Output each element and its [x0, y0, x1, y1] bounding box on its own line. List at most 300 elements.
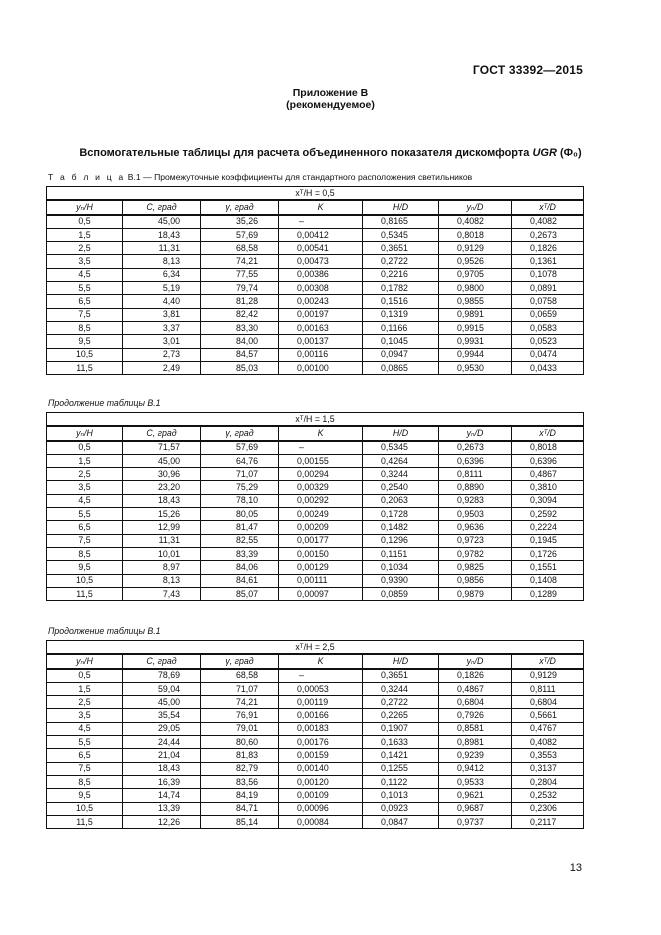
table-cell: 0,9879: [439, 587, 512, 600]
table-cell: 84,00: [201, 335, 279, 348]
table-cell: 0,1516: [363, 295, 439, 308]
table-cell: 77,55: [201, 268, 279, 281]
table-cell: 82,55: [201, 534, 279, 547]
table-cell: 0,1296: [363, 534, 439, 547]
column-header: [439, 200, 512, 214]
appendix-heading: [0, 87, 661, 111]
column-header: [279, 654, 363, 668]
table-cell: 0,0923: [363, 802, 439, 815]
table-cell: 0,00249: [279, 508, 363, 521]
table-row: [47, 775, 584, 788]
table-cell: 0,00329: [279, 481, 363, 494]
table-cell: 83,39: [201, 547, 279, 560]
table-cell: 0,7926: [439, 709, 512, 722]
table-cell: 7,5: [47, 308, 123, 321]
table-cell: 0,0865: [363, 361, 439, 374]
table-cell: 2,5: [47, 468, 123, 481]
table-cell: 0,9530: [439, 361, 512, 374]
table-cell: 0,0891: [512, 282, 584, 295]
table-cell: 0,9687: [439, 802, 512, 815]
table-cell: 57,69: [201, 228, 279, 241]
table-cell: 0,8018: [512, 441, 584, 455]
table-header-row: [47, 200, 584, 214]
table-cell: 0,9737: [439, 815, 512, 828]
table-cell: 0,1045: [363, 335, 439, 348]
table-cell: 68,58: [201, 669, 279, 683]
table-caption-prefix: Т а б л и ц а: [48, 172, 126, 182]
table-row: [47, 441, 584, 455]
column-header: [201, 200, 279, 214]
table-cell: 0,00129: [279, 561, 363, 574]
column-header: [439, 654, 512, 668]
table-cell: 0,1907: [363, 722, 439, 735]
appendix-subtitle: (рекомендуемое): [286, 99, 375, 111]
table-cell: 7,43: [123, 587, 201, 600]
table-cell: 12,99: [123, 521, 201, 534]
table-cell: 79,01: [201, 722, 279, 735]
table-cell: 2,5: [47, 696, 123, 709]
table-cell: 0,00150: [279, 547, 363, 560]
table-cell: 13,39: [123, 802, 201, 815]
table-cell: 0,00473: [279, 255, 363, 268]
table-cell: 0,8111: [439, 468, 512, 481]
table-cell: 0,3651: [363, 669, 439, 683]
table-row: [47, 749, 584, 762]
table-cell: 0,2592: [512, 508, 584, 521]
table-row: [47, 722, 584, 735]
table-cell: 3,81: [123, 308, 201, 321]
table-cell: 84,71: [201, 802, 279, 815]
table-cell: 0,2265: [363, 709, 439, 722]
table-cell: 84,19: [201, 789, 279, 802]
column-header: [512, 426, 584, 440]
table-cell: 14,74: [123, 789, 201, 802]
table-cell: 0,9931: [439, 335, 512, 348]
table-cell: 81,28: [201, 295, 279, 308]
table-cell: 0,9825: [439, 561, 512, 574]
table-row: [47, 508, 584, 521]
table-cell: 78,10: [201, 494, 279, 507]
table-cell: 71,07: [201, 468, 279, 481]
table-band-row: [47, 413, 584, 427]
table-row: [47, 561, 584, 574]
document-code: ГОСТ 33392—2015: [472, 63, 583, 77]
table-cell: 0,2722: [363, 696, 439, 709]
table-cell: 0,00120: [279, 775, 363, 788]
table-cell: 0,1013: [363, 789, 439, 802]
table-cell: 0,1078: [512, 268, 584, 281]
table-cell: 68,58: [201, 242, 279, 255]
table-cell: 0,3094: [512, 494, 584, 507]
table-cell: 4,40: [123, 295, 201, 308]
table-cell: 80,60: [201, 736, 279, 749]
table-cell: 0,2224: [512, 521, 584, 534]
table-cell: 59,04: [123, 682, 201, 695]
table-cell: 0,9855: [439, 295, 512, 308]
table-cell: 0,1726: [512, 547, 584, 560]
column-header: [363, 200, 439, 214]
table-cell: 0,6396: [439, 454, 512, 467]
table-cell: 0,00084: [279, 815, 363, 828]
table-cell: 74,21: [201, 255, 279, 268]
table-cell: 0,00209: [279, 521, 363, 534]
table-row: [47, 762, 584, 775]
table-cell: 0,4767: [512, 722, 584, 735]
table-cell: 0,9705: [439, 268, 512, 281]
coefficients-table-3: [46, 640, 584, 829]
column-header-label: xᵀ/D: [539, 201, 556, 212]
table-cell: 11,31: [123, 242, 201, 255]
table-cell: 0,2804: [512, 775, 584, 788]
table-cell: 0,00159: [279, 749, 363, 762]
table-cell: 0,5345: [363, 228, 439, 241]
table-cell: 21,04: [123, 749, 201, 762]
table-cell: 0,00176: [279, 736, 363, 749]
table-cell: 74,21: [201, 696, 279, 709]
table-cell: 9,5: [47, 561, 123, 574]
column-header: [123, 654, 201, 668]
table-cell: 1,5: [47, 228, 123, 241]
section-title-phi: (Ф₀): [559, 147, 582, 159]
table-row: [47, 228, 584, 241]
table-cell: 0,0758: [512, 295, 584, 308]
table-cell: 29,05: [123, 722, 201, 735]
table-cell: 0,1945: [512, 534, 584, 547]
table-cell: 0,00166: [279, 709, 363, 722]
table-cell: 0,00177: [279, 534, 363, 547]
table-cell: 18,43: [123, 762, 201, 775]
column-header-label: xᵀ/D: [539, 427, 556, 438]
table-band-label: xᵀ/H = 0,5: [47, 187, 584, 201]
table-cell: 79,74: [201, 282, 279, 295]
table-cell: 80,05: [201, 508, 279, 521]
table-cell: 10,5: [47, 348, 123, 361]
table-cell: 0,2540: [363, 481, 439, 494]
column-header-label: xᵀ/D: [539, 655, 556, 666]
table-cell: 0,1166: [363, 321, 439, 334]
table-row: [47, 361, 584, 374]
table-cell: 81,47: [201, 521, 279, 534]
table-cell: 0,9526: [439, 255, 512, 268]
table-caption-number: В.1: [127, 172, 141, 182]
table-cell: 6,5: [47, 295, 123, 308]
column-header: [47, 654, 123, 668]
table-row: [47, 521, 584, 534]
table-cell: 0,00137: [279, 335, 363, 348]
table-cell: 0,9129: [439, 242, 512, 255]
table-cell: 3,5: [47, 255, 123, 268]
table-cell: 11,5: [47, 587, 123, 600]
table-cell: 0,00116: [279, 348, 363, 361]
table-cell: 0,9856: [439, 574, 512, 587]
table-cell: 0,0659: [512, 308, 584, 321]
column-header-label: yₙ/H: [76, 655, 93, 666]
table-row: [47, 295, 584, 308]
table-cell: 0,00155: [279, 454, 363, 467]
table-cell: 0,8581: [439, 722, 512, 735]
table-cell: 15,26: [123, 508, 201, 521]
table-cell: 0,6396: [512, 454, 584, 467]
column-header-label: H/D: [392, 201, 409, 212]
table-cell: 23,20: [123, 481, 201, 494]
column-header: [363, 426, 439, 440]
table-cell: 0,2673: [512, 228, 584, 241]
table-cell: 45,00: [123, 454, 201, 467]
column-header-label: C, град: [146, 201, 177, 212]
table-cell: 2,49: [123, 361, 201, 374]
table-cell: 2,5: [47, 242, 123, 255]
table-row: [47, 789, 584, 802]
table-cell: 0,00294: [279, 468, 363, 481]
table-cell: 16,39: [123, 775, 201, 788]
table-cell: 0,00109: [279, 789, 363, 802]
table-cell: 2,73: [123, 348, 201, 361]
table-row: [47, 282, 584, 295]
table-cell: 0,1633: [363, 736, 439, 749]
table-band-row: [47, 641, 584, 655]
table-row: [47, 587, 584, 600]
table-row: [47, 669, 584, 683]
table-cell: 0,9533: [439, 775, 512, 788]
column-header-label: yₙ/D: [466, 655, 484, 666]
table-cell: 0,1122: [363, 775, 439, 788]
table-cell: 0,8165: [363, 215, 439, 229]
table-cell: 0,2063: [363, 494, 439, 507]
section-title-text: Вспомогательные таблицы для расчета объединенного показателя дискомфорта: [79, 147, 530, 159]
table-row: [47, 682, 584, 695]
table-cell: 1,5: [47, 682, 123, 695]
table-cell: 11,5: [47, 815, 123, 828]
table-cell: 0,3137: [512, 762, 584, 775]
column-header-label: γ, град: [225, 201, 254, 212]
table-row: [47, 255, 584, 268]
table-cell: 9,5: [47, 789, 123, 802]
column-header-label: C, град: [146, 655, 177, 666]
table-cell: 3,01: [123, 335, 201, 348]
table-row: [47, 321, 584, 334]
table-cell: 0,4082: [512, 215, 584, 229]
table-cell: 0,9239: [439, 749, 512, 762]
table-cell: 83,56: [201, 775, 279, 788]
column-header-label: K: [317, 201, 324, 212]
table-cell: 0,1421: [363, 749, 439, 762]
table-cell: 0,00183: [279, 722, 363, 735]
table-cell: 11,5: [47, 361, 123, 374]
table-cell: 76,91: [201, 709, 279, 722]
table-cell: 0,4082: [439, 215, 512, 229]
coefficients-table-1: [46, 186, 584, 375]
table-cell: 5,19: [123, 282, 201, 295]
table-cell: –: [279, 215, 363, 229]
table-cell: 8,5: [47, 775, 123, 788]
table-cell: 0,1551: [512, 561, 584, 574]
table-cell: 0,1319: [363, 308, 439, 321]
table-cell: 0,0523: [512, 335, 584, 348]
table-cell: 81,83: [201, 749, 279, 762]
table-row: [47, 242, 584, 255]
column-header: [47, 200, 123, 214]
table-cell: 9,5: [47, 335, 123, 348]
table-cell: 0,9390: [363, 574, 439, 587]
table-cell: 10,01: [123, 547, 201, 560]
table-cell: 0,1151: [363, 547, 439, 560]
table-cell: 0,00096: [279, 802, 363, 815]
table-cell: 0,2673: [439, 441, 512, 455]
table-cell: 3,37: [123, 321, 201, 334]
table-cell: 0,00386: [279, 268, 363, 281]
column-header: [279, 426, 363, 440]
table-cell: 0,00100: [279, 361, 363, 374]
table-cell: 83,30: [201, 321, 279, 334]
table-cell: 0,00541: [279, 242, 363, 255]
table-cell: 0,9503: [439, 508, 512, 521]
table-cell: 0,8018: [439, 228, 512, 241]
continuation-label-2: Продолжение таблицы В.1: [48, 626, 161, 636]
table-cell: 0,2722: [363, 255, 439, 268]
table-cell: 35,54: [123, 709, 201, 722]
table-cell: 0,00308: [279, 282, 363, 295]
table-cell: 8,13: [123, 574, 201, 587]
table-cell: 0,0847: [363, 815, 439, 828]
table-cell: 0,00097: [279, 587, 363, 600]
table-cell: 30,96: [123, 468, 201, 481]
column-header-label: H/D: [392, 427, 409, 438]
table-cell: 85,14: [201, 815, 279, 828]
table-cell: 82,79: [201, 762, 279, 775]
table-cell: 0,9283: [439, 494, 512, 507]
column-header-label: γ, град: [225, 427, 254, 438]
column-header-label: K: [317, 427, 324, 438]
table-band-row: [47, 187, 584, 201]
table-cell: 3,5: [47, 709, 123, 722]
table-cell: 0,9636: [439, 521, 512, 534]
table-cell: 7,5: [47, 534, 123, 547]
table-cell: 82,42: [201, 308, 279, 321]
table-cell: 7,5: [47, 762, 123, 775]
table-cell: 0,1408: [512, 574, 584, 587]
table-cell: 0,1782: [363, 282, 439, 295]
table-cell: 0,2532: [512, 789, 584, 802]
table-cell: 0,00140: [279, 762, 363, 775]
column-header-label: yₙ/D: [466, 201, 484, 212]
table-cell: 0,00412: [279, 228, 363, 241]
table-row: [47, 802, 584, 815]
table-cell: 8,5: [47, 547, 123, 560]
table-cell: 18,43: [123, 228, 201, 241]
table-cell: 24,44: [123, 736, 201, 749]
column-header: [363, 654, 439, 668]
table-cell: 0,9891: [439, 308, 512, 321]
table-cell: 0,5: [47, 669, 123, 683]
table-row: [47, 308, 584, 321]
column-header: [201, 654, 279, 668]
table-cell: 5,5: [47, 736, 123, 749]
table-row: [47, 468, 584, 481]
table-row: [47, 547, 584, 560]
table-cell: 4,5: [47, 268, 123, 281]
table-cell: 8,5: [47, 321, 123, 334]
table-cell: 35,26: [201, 215, 279, 229]
table-cell: 0,1826: [439, 669, 512, 683]
table-cell: 0,9129: [512, 669, 584, 683]
table-cell: 8,13: [123, 255, 201, 268]
table-cell: 0,6804: [512, 696, 584, 709]
table-cell: 71,57: [123, 441, 201, 455]
table-cell: 18,43: [123, 494, 201, 507]
table-cell: 0,9412: [439, 762, 512, 775]
table-cell: 75,29: [201, 481, 279, 494]
continuation-label-1: Продолжение таблицы В.1: [48, 398, 161, 408]
table-cell: 0,9915: [439, 321, 512, 334]
section-title-ugr: UGR: [532, 147, 557, 159]
table-cell: 0,1289: [512, 587, 584, 600]
section-title: [0, 147, 661, 159]
table-cell: 0,5: [47, 215, 123, 229]
table-cell: 0,1034: [363, 561, 439, 574]
column-header-label: H/D: [392, 655, 409, 666]
table-cell: 71,07: [201, 682, 279, 695]
table-cell: 0,0947: [363, 348, 439, 361]
table-cell: 0,1482: [363, 521, 439, 534]
table-cell: 5,5: [47, 508, 123, 521]
table-cell: 84,57: [201, 348, 279, 361]
table-row: [47, 696, 584, 709]
table-cell: 0,00292: [279, 494, 363, 507]
table-row: [47, 454, 584, 467]
table-cell: 0,0474: [512, 348, 584, 361]
table-cell: 0,4867: [512, 468, 584, 481]
table-cell: 0,0583: [512, 321, 584, 334]
table-row: [47, 481, 584, 494]
table-cell: 6,34: [123, 268, 201, 281]
table-cell: 0,00197: [279, 308, 363, 321]
table-cell: 11,31: [123, 534, 201, 547]
table-caption-text: — Промежуточные коэффициенты для стандартного расположения светильников: [143, 172, 473, 182]
table-cell: 0,00053: [279, 682, 363, 695]
table-header-row: [47, 426, 584, 440]
column-header: [512, 200, 584, 214]
table-cell: 45,00: [123, 215, 201, 229]
table-cell: 10,5: [47, 802, 123, 815]
table-cell: 0,0859: [363, 587, 439, 600]
table-cell: 0,1728: [363, 508, 439, 521]
table-cell: 12,26: [123, 815, 201, 828]
table-cell: 0,8981: [439, 736, 512, 749]
table-cell: 64,76: [201, 454, 279, 467]
table-row: [47, 348, 584, 361]
table-cell: –: [279, 669, 363, 683]
table-cell: 1,5: [47, 454, 123, 467]
table-cell: 0,9723: [439, 534, 512, 547]
column-header-label: yₙ/H: [76, 201, 93, 212]
table-cell: 0,2117: [512, 815, 584, 828]
table-cell: 57,69: [201, 441, 279, 455]
table-row: [47, 494, 584, 507]
table-row: [47, 335, 584, 348]
table-cell: 0,9782: [439, 547, 512, 560]
table-cell: 3,5: [47, 481, 123, 494]
table-cell: 0,3244: [363, 682, 439, 695]
column-header: [123, 426, 201, 440]
table-cell: 0,4264: [363, 454, 439, 467]
table-cell: 0,2306: [512, 802, 584, 815]
table-cell: 0,4082: [512, 736, 584, 749]
table-cell: 0,3810: [512, 481, 584, 494]
table-cell: 85,07: [201, 587, 279, 600]
table-row: [47, 709, 584, 722]
column-header: [279, 200, 363, 214]
table-cell: 4,5: [47, 494, 123, 507]
